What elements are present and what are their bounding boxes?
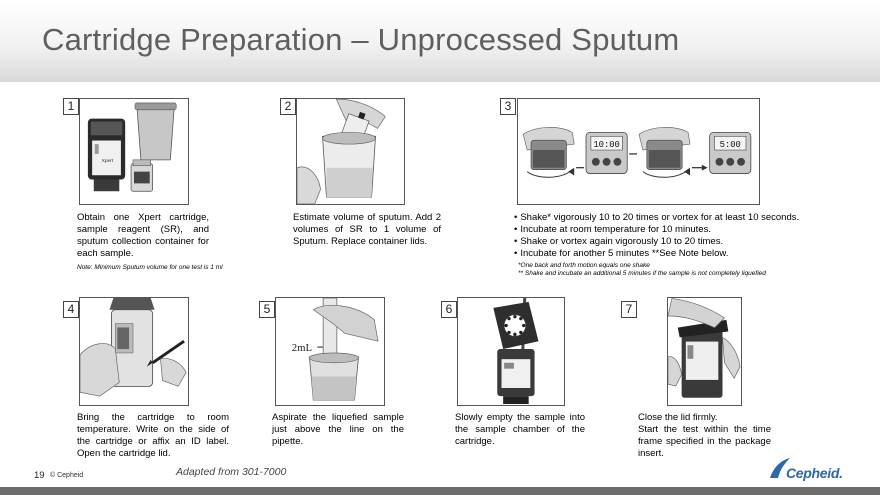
step-3-bullet: • Shake or vortex again vigorously 10 to 20 times. (514, 236, 799, 248)
step-2-text: Estimate volume of sputum. Add 2 volumes of SR to 1 volume of Sputum. Replace container lids. (293, 212, 441, 247)
step-3-bullet-list (514, 212, 799, 260)
step-number-3: 3 (500, 98, 516, 115)
pipette-volume-label: 2mL (291, 342, 313, 355)
timer-2-display: 5:00 (719, 140, 741, 151)
copyright: © Cepheid (50, 472, 84, 479)
step-number-1: 1 (63, 98, 79, 115)
step-4-image (79, 297, 189, 406)
step-5-text: Aspirate the liquefied sample just above the line on the pipette. (272, 412, 404, 447)
step-number-6: 6 (441, 301, 457, 318)
step-3-footnote-1: *One back and forth motion equals one shake (518, 262, 650, 269)
step-1-text: Obtain one Xpert cartridge, sample reagent (SR), and sputum collection container for each sample. (77, 212, 209, 259)
timer-1-display: 10:00 (593, 140, 620, 151)
step-3-bullet: • Incubate for another 5 minutes **See Note below. (514, 248, 799, 260)
step-number-2: 2 (280, 98, 296, 115)
step-number-7: 7 (621, 301, 637, 318)
cepheid-logo: Cepheid. (786, 465, 843, 481)
bottom-bar (0, 487, 880, 495)
step-1-note: Note: Minimum Sputum volume for one test is 1 ml (77, 264, 223, 271)
step-7-text: Close the lid firmly. Start the test within the time frame specified in the package insert. (638, 412, 771, 459)
step-3-image (517, 98, 760, 205)
step-5-image (275, 297, 385, 406)
step-number-5: 5 (259, 301, 275, 318)
step-1-image (79, 98, 189, 205)
step-4-text: Bring the cartridge to room temperature. Write on the side of the cartridge or affix an ID label. Open the cartridge lid. (77, 412, 229, 459)
step-3-footnote-2: ** Shake and incubate an additional 5 minutes if the sample is not completely liquefied (518, 270, 766, 277)
page-number: 19 (34, 470, 45, 481)
step-7-image (667, 297, 742, 406)
page-title: Cartridge Preparation – Unprocessed Sputum (42, 22, 680, 57)
cartridge-label: Xpert (101, 158, 114, 164)
step-number-4: 4 (63, 301, 79, 318)
step-6-text: Slowly empty the sample into the sample chamber of the cartridge. (455, 412, 585, 447)
step-6-image (457, 297, 565, 406)
step-2-image (296, 98, 405, 205)
adapted-note: Adapted from 301-7000 (176, 466, 287, 478)
step-3-bullet: • Incubate at room temperature for 10 minutes. (514, 224, 799, 236)
step-3-bullet: • Shake* vigorously 10 to 20 times or vortex for at least 10 seconds. (514, 212, 799, 224)
